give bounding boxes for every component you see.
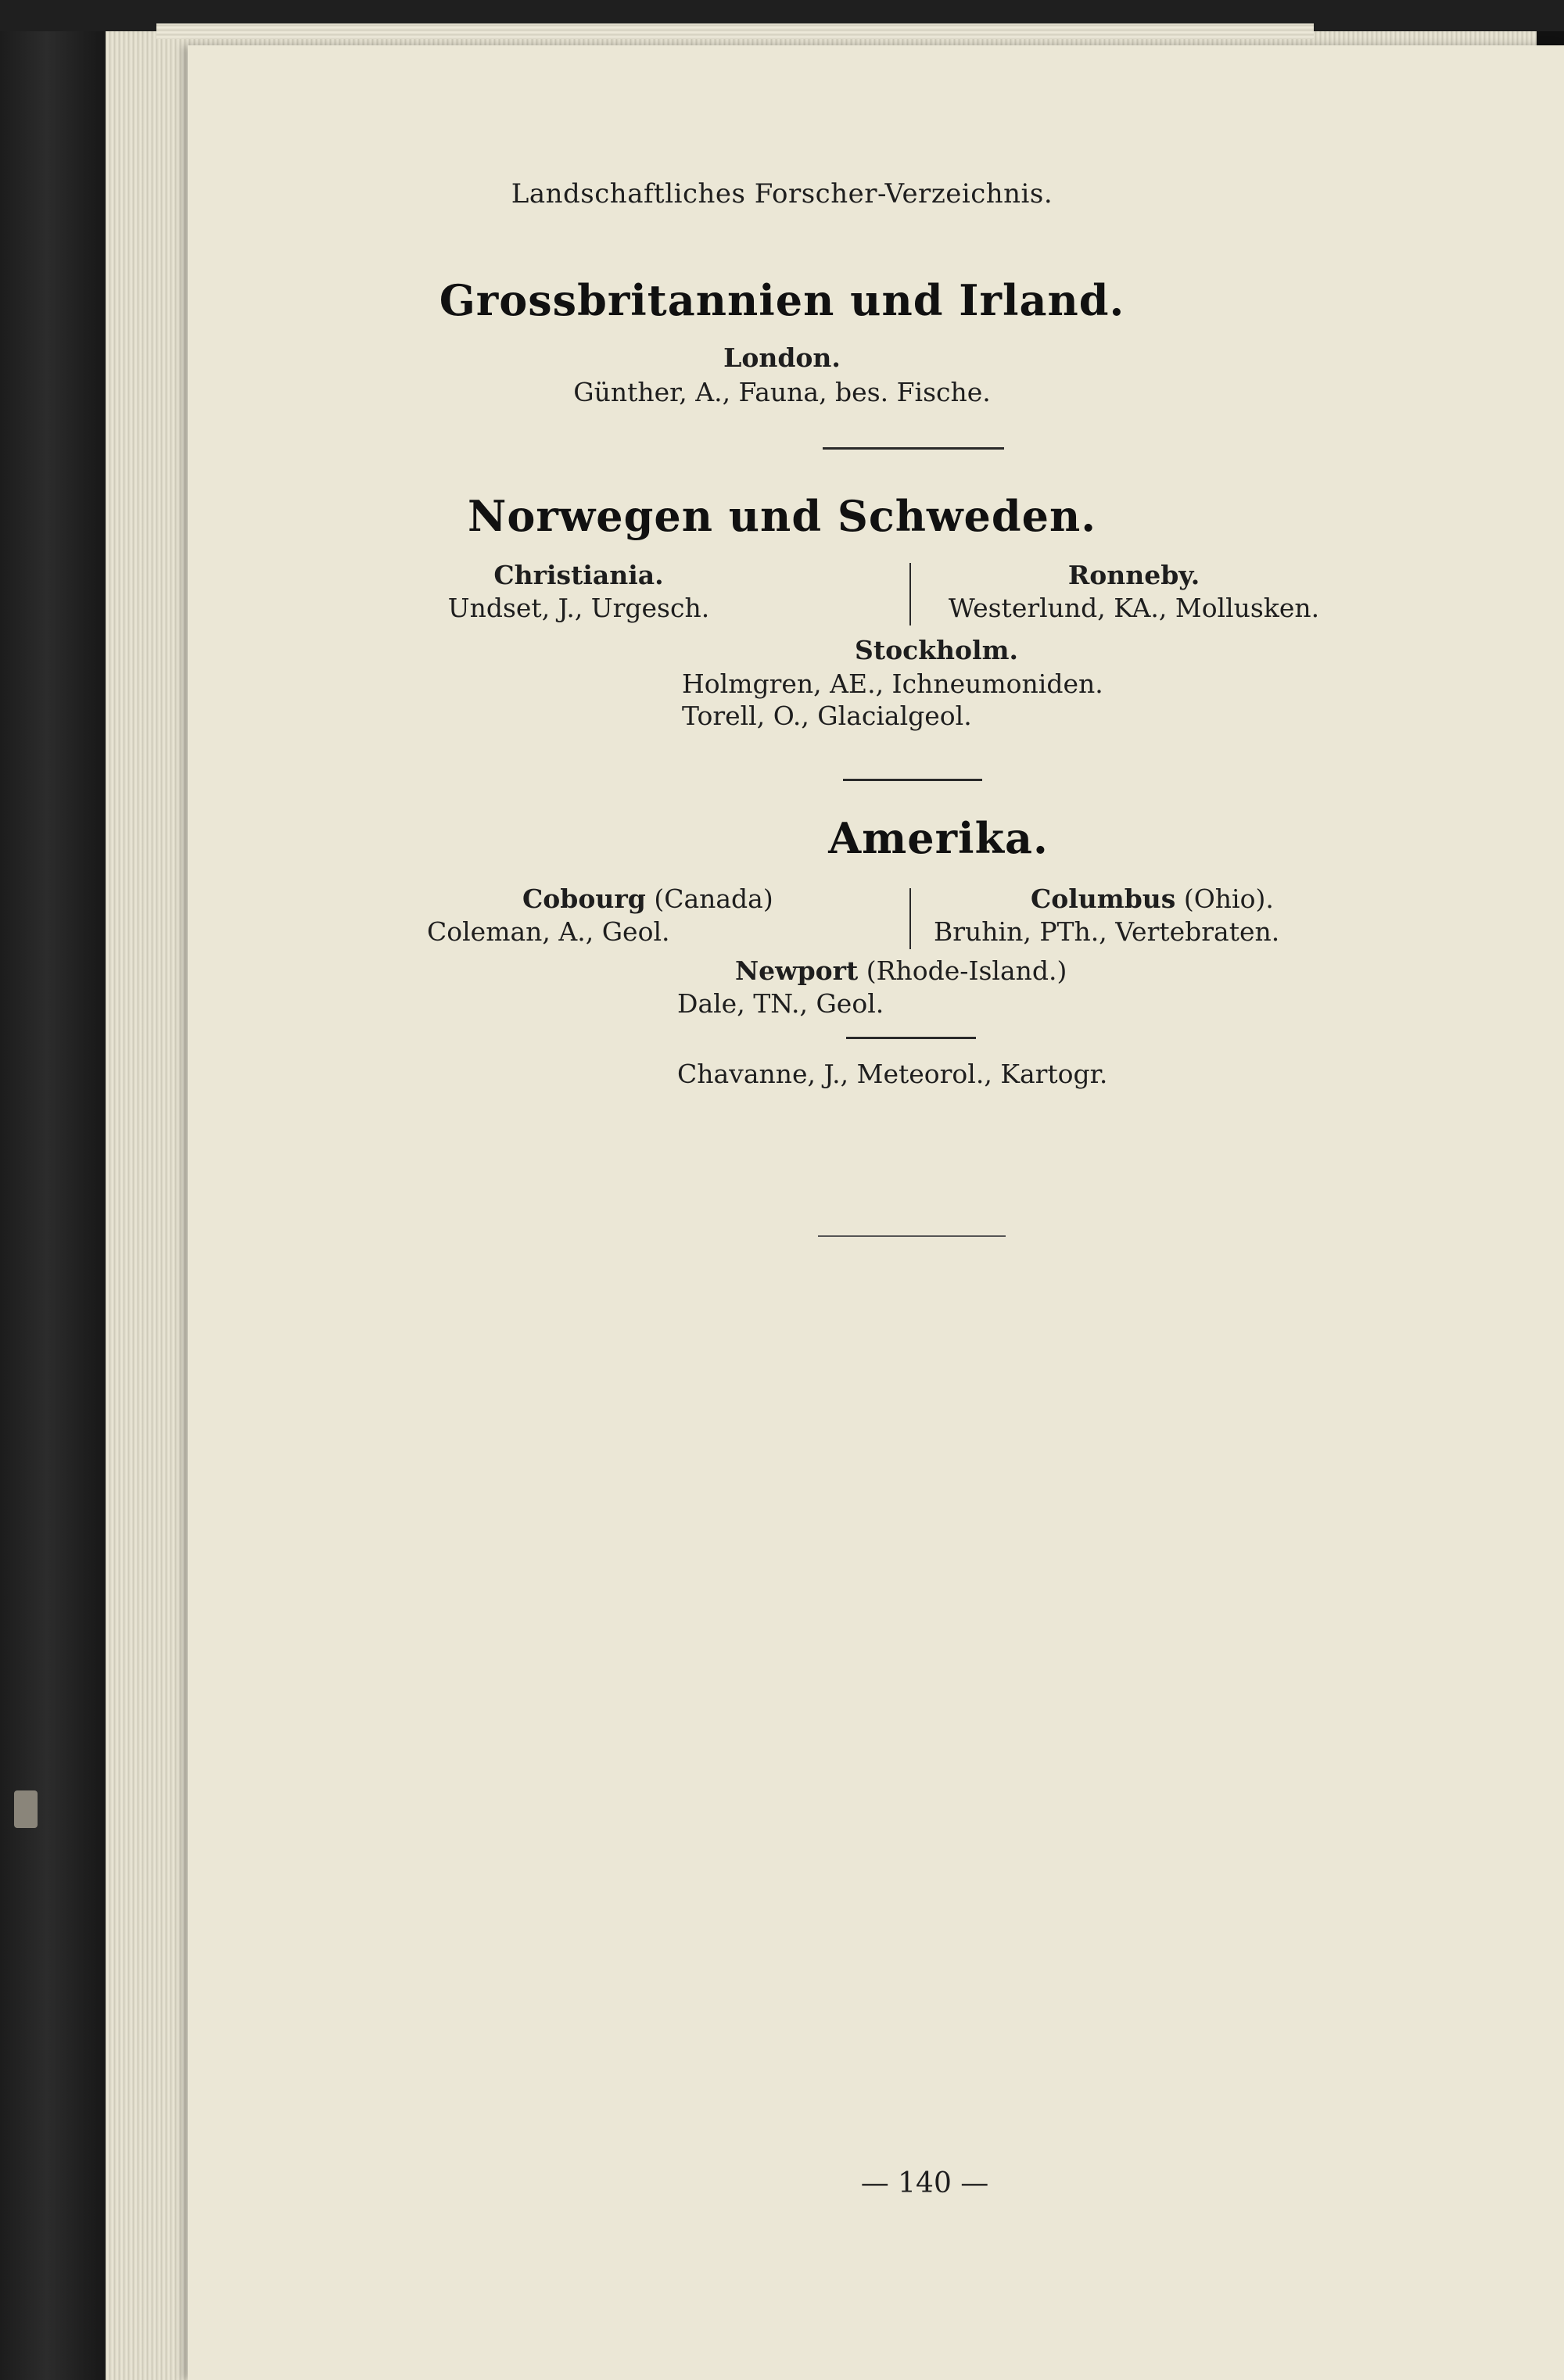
entry-westerlund: Westerlund, KA., Mollusken. (948, 593, 1320, 623)
city-cobourg-region: (Canada) (654, 884, 773, 914)
entry-chavanne-line (677, 1059, 1107, 1089)
column-separator (909, 563, 911, 625)
entry-undset: Undset, J., Urgesch. (447, 593, 710, 623)
entry-dale: Dale, TN., Geol. (677, 988, 884, 1019)
entry-torell: Torell, O., Glacialgeol. (682, 701, 972, 731)
column-separator (909, 888, 911, 949)
section-divider (846, 1037, 976, 1039)
entry-chavanne-name: Chavanne, J., (677, 1059, 849, 1089)
city-columbus: Columbus (1031, 884, 1176, 914)
city-cobourg-line (522, 884, 773, 914)
entry-guenther: Günther, A., Fauna, bes. Fische. (573, 377, 991, 407)
section-divider (823, 447, 1004, 450)
section-title-am: Amerika. (828, 813, 1049, 863)
entry-chavanne-fields: Meteorol., Kartogr. (856, 1059, 1108, 1089)
binding-clasp (14, 1790, 38, 1828)
section-divider (843, 779, 982, 781)
page-number: — 140 — (860, 2167, 989, 2199)
page-top-edges (156, 23, 1314, 39)
entry-holmgren: Holmgren, AE., Ichneumoniden. (682, 668, 1103, 699)
section-title-gb: Grossbritannien und Irland. (439, 275, 1125, 325)
entry-coleman: Coleman, A., Geol. (427, 916, 670, 947)
city-christiania: Christiania. (493, 560, 664, 590)
entry-bruhin: Bruhin, PTh., Vertebraten. (934, 916, 1280, 947)
city-ronneby: Ronneby. (1067, 560, 1200, 590)
section-divider (818, 1235, 1006, 1237)
city-newport-line (735, 955, 1067, 986)
city-london: London. (723, 342, 841, 373)
city-newport: Newport (735, 955, 859, 986)
city-newport-region: (Rhode-Island.) (866, 955, 1067, 986)
city-columbus-line (1031, 884, 1274, 914)
city-columbus-region: (Ohio). (1183, 884, 1274, 914)
running-head: Landschaftliches Forscher-Verzeichnis. (511, 178, 1053, 210)
section-title-ns: Norwegen und Schweden. (467, 491, 1097, 541)
city-cobourg: Cobourg (522, 884, 646, 914)
city-stockholm: Stockholm. (855, 635, 1018, 665)
